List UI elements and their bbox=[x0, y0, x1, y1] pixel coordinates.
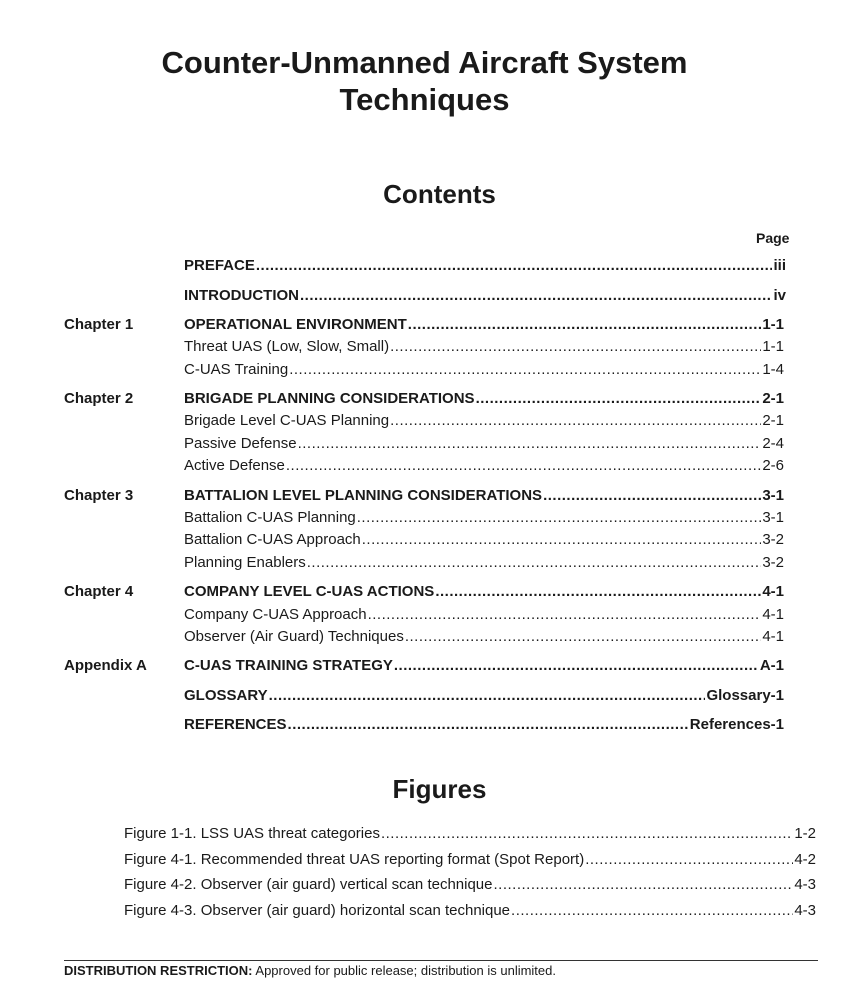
toc-row[interactable] bbox=[0, 389, 849, 409]
toc-row[interactable] bbox=[0, 286, 849, 306]
dot-leader bbox=[390, 411, 761, 431]
dot-leader bbox=[408, 315, 762, 335]
figure-page-number: 4-2 bbox=[794, 851, 816, 868]
dot-leader bbox=[543, 486, 761, 506]
toc-row[interactable] bbox=[0, 360, 849, 380]
toc-entry-title[interactable]: Threat UAS (Low, Slow, Small) bbox=[184, 338, 390, 355]
toc-entry-title[interactable]: Observer (Air Guard) Techniques bbox=[184, 628, 404, 645]
toc-entry-title[interactable]: PREFACE bbox=[184, 257, 255, 274]
toc-page-number: 4-1 bbox=[762, 628, 784, 645]
dot-leader bbox=[381, 824, 793, 844]
toc-page-number: References-1 bbox=[689, 716, 784, 733]
figure-title[interactable]: Figure 4-1. Recommended threat UAS reporting format (Spot Report) bbox=[124, 851, 585, 868]
dot-leader bbox=[357, 508, 762, 528]
toc-page-number: 1-1 bbox=[762, 316, 784, 333]
toc-page-number: 3-1 bbox=[762, 487, 784, 504]
toc-page-number: 1-1 bbox=[762, 338, 784, 355]
toc-chapter-label: Chapter 1 bbox=[64, 316, 134, 333]
toc-page-number: 1-4 bbox=[762, 361, 784, 378]
toc-page-number: 2-1 bbox=[762, 390, 784, 407]
toc-row[interactable] bbox=[0, 486, 849, 506]
toc-entry-title[interactable]: BRIGADE PLANNING CONSIDERATIONS bbox=[184, 390, 475, 407]
toc-entry-title[interactable]: Active Defense bbox=[184, 457, 285, 474]
page-column-label: Page bbox=[756, 230, 790, 246]
toc-row[interactable] bbox=[0, 715, 849, 735]
toc-page-number: iii bbox=[773, 257, 786, 274]
figures-heading: Figures bbox=[392, 774, 487, 804]
distribution-restriction-label: DISTRIBUTION RESTRICTION: bbox=[64, 963, 253, 978]
toc-page-number: 2-6 bbox=[762, 457, 784, 474]
dot-leader bbox=[298, 434, 762, 454]
toc-entry-title[interactable]: COMPANY LEVEL C-UAS ACTIONS bbox=[184, 583, 435, 600]
dot-leader bbox=[288, 715, 689, 735]
dot-leader bbox=[390, 337, 761, 357]
toc-entry-title[interactable]: Planning Enablers bbox=[184, 554, 306, 571]
toc-row[interactable] bbox=[0, 456, 849, 476]
dot-leader bbox=[511, 901, 793, 921]
toc-row[interactable] bbox=[0, 553, 849, 573]
document-title bbox=[0, 44, 849, 118]
toc-row[interactable] bbox=[0, 508, 849, 528]
distribution-restriction-text: Approved for public release; distribution is unlimited. bbox=[252, 963, 556, 978]
toc-entry-title[interactable]: Brigade Level C-UAS Planning bbox=[184, 412, 390, 429]
toc-row[interactable] bbox=[0, 686, 849, 706]
toc-entry-title[interactable]: Battalion C-UAS Planning bbox=[184, 509, 356, 526]
toc-page-number: 3-2 bbox=[762, 531, 784, 548]
toc-page-number: A-1 bbox=[759, 657, 784, 674]
dot-leader bbox=[300, 286, 772, 306]
toc-row[interactable] bbox=[0, 605, 849, 625]
document-title-line-1: Counter-Unmanned Aircraft System bbox=[161, 45, 688, 80]
figure-title[interactable]: Figure 1-1. LSS UAS threat categories bbox=[124, 825, 380, 842]
document-title-line-2: Techniques bbox=[339, 82, 510, 117]
dot-leader bbox=[476, 389, 762, 409]
toc-chapter-label: Chapter 4 bbox=[64, 583, 134, 600]
figure-page-number: 1-2 bbox=[794, 825, 816, 842]
toc-row[interactable] bbox=[0, 582, 849, 602]
toc-page-number: 4-1 bbox=[762, 583, 784, 600]
toc-page-number: 2-1 bbox=[762, 412, 784, 429]
toc-page-number: 4-1 bbox=[762, 606, 784, 623]
figure-list-item[interactable] bbox=[124, 824, 816, 844]
contents-heading: Contents bbox=[383, 179, 496, 209]
toc-row[interactable] bbox=[0, 337, 849, 357]
toc-chapter-label: Chapter 2 bbox=[64, 390, 134, 407]
figure-page-number: 4-3 bbox=[794, 876, 816, 893]
toc-entry-title[interactable]: C-UAS Training bbox=[184, 361, 289, 378]
dot-leader bbox=[494, 875, 794, 895]
toc-row[interactable] bbox=[0, 656, 849, 676]
figure-title[interactable]: Figure 4-2. Observer (air guard) vertical scan technique bbox=[124, 876, 493, 893]
toc-page-number: 3-1 bbox=[762, 509, 784, 526]
dot-leader bbox=[435, 582, 761, 602]
distribution-restriction bbox=[64, 963, 556, 979]
toc-page-number: 2-4 bbox=[762, 435, 784, 452]
toc-entry-title[interactable]: REFERENCES bbox=[184, 716, 287, 733]
figure-list-item[interactable] bbox=[124, 875, 816, 895]
toc-entry-title[interactable]: OPERATIONAL ENVIRONMENT bbox=[184, 316, 407, 333]
dot-leader bbox=[394, 656, 759, 676]
toc-page-number: 3-2 bbox=[762, 554, 784, 571]
dot-leader bbox=[269, 686, 706, 706]
figure-list-item[interactable] bbox=[124, 850, 816, 870]
dot-leader bbox=[368, 605, 762, 625]
dot-leader bbox=[405, 627, 761, 647]
toc-row[interactable] bbox=[0, 411, 849, 431]
toc-row[interactable] bbox=[0, 434, 849, 454]
figure-title[interactable]: Figure 4-3. Observer (air guard) horizontal scan technique bbox=[124, 902, 511, 919]
toc-entry-title[interactable]: C-UAS TRAINING STRATEGY bbox=[184, 657, 393, 674]
toc-chapter-label: Appendix A bbox=[64, 657, 147, 674]
toc-chapter-label: Chapter 3 bbox=[64, 487, 134, 504]
toc-row[interactable] bbox=[0, 627, 849, 647]
dot-leader bbox=[256, 256, 773, 276]
toc-entry-title[interactable]: INTRODUCTION bbox=[184, 287, 299, 304]
toc-row[interactable] bbox=[0, 315, 849, 335]
toc-entry-title[interactable]: BATTALION LEVEL PLANNING CONSIDERATIONS bbox=[184, 487, 543, 504]
toc-entry-title[interactable]: Battalion C-UAS Approach bbox=[184, 531, 361, 548]
figure-list-item[interactable] bbox=[124, 901, 816, 921]
toc-page-number: Glossary-1 bbox=[706, 687, 784, 704]
dot-leader bbox=[289, 360, 761, 380]
dot-leader bbox=[307, 553, 762, 573]
figure-page-number: 4-3 bbox=[794, 902, 816, 919]
footer-divider bbox=[64, 960, 818, 961]
dot-leader bbox=[585, 850, 793, 870]
dot-leader bbox=[362, 530, 762, 550]
toc-page-number: iv bbox=[773, 287, 786, 304]
toc-entry-title[interactable]: Company C-UAS Approach bbox=[184, 606, 367, 623]
toc-entry-title[interactable]: GLOSSARY bbox=[184, 687, 268, 704]
toc-row[interactable] bbox=[0, 530, 849, 550]
toc-row[interactable] bbox=[0, 256, 849, 276]
toc-entry-title[interactable]: Passive Defense bbox=[184, 435, 297, 452]
dot-leader bbox=[286, 456, 761, 476]
